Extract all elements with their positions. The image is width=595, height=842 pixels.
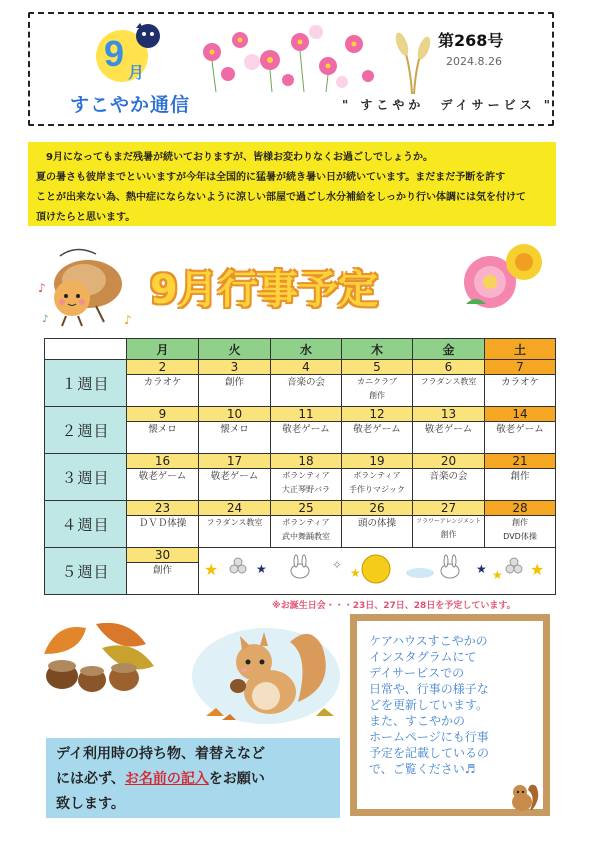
month-badge-icon	[86, 22, 168, 84]
bell-cricket-icon	[36, 246, 140, 330]
event-label: ボランティア	[282, 471, 330, 480]
date-number: 26	[342, 501, 412, 516]
svg-text:♪: ♪	[38, 281, 46, 295]
day-header: 月	[127, 339, 199, 360]
message-line: 頂けたらと思います。	[36, 212, 136, 223]
reminder-highlight: お名前の記入	[124, 771, 209, 787]
instagram-line: デイサービスでの	[369, 666, 465, 680]
date-number: 24	[199, 501, 270, 516]
date-number: 30	[127, 548, 198, 563]
instagram-line: インスタグラムにて	[369, 650, 477, 664]
event-label: 創作	[512, 518, 528, 527]
date-number: 11	[271, 407, 341, 422]
day-cell	[413, 501, 485, 548]
event-label: 大正琴野バラ	[282, 485, 330, 494]
day-cell	[342, 501, 413, 548]
event-label: 音楽の会	[286, 377, 325, 388]
svg-text:★: ★	[256, 561, 267, 576]
table-row	[45, 501, 556, 548]
event-label: 頭の体操	[357, 518, 396, 529]
week-label: ３週目	[45, 454, 127, 501]
event-label: 敬老ゲーム	[282, 424, 330, 435]
instagram-line: で、ご覧ください♬	[369, 762, 476, 776]
day-cell-saturday	[485, 360, 556, 407]
date-number: 14	[485, 407, 555, 422]
day-cell	[127, 407, 199, 454]
service-name: " すこやか デイサービス "	[342, 98, 555, 112]
date-number: 27	[413, 501, 484, 516]
day-header-saturday: 土	[485, 339, 556, 360]
events-title: 9月行事予定	[150, 267, 378, 313]
event-label: 創作	[369, 391, 385, 400]
event-label: フラダンス教室	[420, 377, 477, 386]
day-header: 水	[271, 339, 342, 360]
date-number: 23	[127, 501, 198, 516]
date-number: 9	[127, 407, 198, 422]
day-cell	[127, 454, 199, 501]
day-cell	[413, 454, 485, 501]
issue-date: 2024.8.26	[446, 55, 502, 68]
message-line: 夏の暑さも彼岸までといいますが今年は全国的に猛暑が続き暑い日が続いています。まだまだ予断を許す	[36, 172, 506, 183]
day-cell	[342, 360, 413, 407]
week-label: ５週目	[45, 548, 127, 595]
schedule-table	[44, 338, 556, 595]
pampas-grass-icon	[394, 30, 432, 94]
squirrel-icon	[186, 616, 346, 728]
date-number: 12	[342, 407, 412, 422]
reminder-text: をお願い	[208, 771, 265, 787]
event-label: 敬老ゲーム	[210, 471, 259, 482]
week-label: １週目	[45, 360, 127, 407]
event-label: 創作	[152, 565, 172, 576]
instagram-line: ケアハウスすこやかの	[369, 634, 488, 648]
svg-text:✧: ✧	[332, 557, 343, 572]
event-label: 敬老ゲーム	[496, 424, 544, 435]
instagram-line: また、すこやかの	[369, 714, 466, 728]
day-cell	[342, 454, 413, 501]
date-number: 2	[127, 360, 198, 375]
date-number: 17	[199, 454, 270, 469]
autumn-leaves-chestnuts-icon	[36, 614, 162, 702]
event-label: カラオケ	[143, 377, 182, 388]
table-row	[45, 407, 556, 454]
reminder-text: には必ず、	[56, 771, 125, 787]
peony-flowers-icon	[456, 240, 544, 316]
table-corner	[45, 339, 127, 360]
event-label: ボランティア	[353, 471, 401, 480]
event-label: 敬老ゲーム	[138, 471, 187, 482]
event-label: カラオケ	[501, 377, 539, 388]
week-label: ２週目	[45, 407, 127, 454]
event-label: フラワーアレンジメント	[416, 518, 481, 525]
instagram-line: ホームページにも行事	[369, 730, 489, 744]
day-header: 木	[342, 339, 413, 360]
day-cell	[127, 360, 199, 407]
date-number: 25	[271, 501, 341, 516]
date-number: 18	[271, 454, 341, 469]
date-number: 13	[413, 407, 484, 422]
decoration-strip	[199, 548, 556, 595]
reminder-line	[56, 767, 330, 792]
cosmos-flowers-icon	[192, 22, 382, 94]
event-label: カニクラブ	[357, 377, 397, 386]
day-cell	[127, 548, 199, 595]
event-label: 音楽の会	[429, 471, 468, 482]
instagram-line: 予定を記載しているの	[369, 746, 490, 760]
date-number: 16	[127, 454, 198, 469]
day-cell	[271, 360, 342, 407]
issue-number: 第268号	[438, 31, 504, 50]
date-number: 10	[199, 407, 270, 422]
message-line: 9月になってもまだ残暑が続いておりますが、皆様お変わりなくお過ごしでしょうか。	[36, 152, 433, 163]
day-cell	[342, 407, 413, 454]
message-line: ことが出来ない為、熱中症にならないように涼しい部屋で過ごし水分補給をしっかり行い体調には気を付けて	[36, 192, 526, 203]
event-label: 懐メロ	[148, 424, 177, 435]
svg-text:♪: ♪	[42, 314, 49, 325]
date-number: 19	[342, 454, 412, 469]
instagram-line: どを更新しています。	[369, 698, 489, 712]
month-number: 9	[104, 33, 125, 74]
table-row	[45, 360, 556, 407]
day-header: 火	[199, 339, 271, 360]
date-number: 6	[413, 360, 484, 375]
moon-viewing-decoration-icon	[200, 549, 554, 589]
event-label: 敬老ゲーム	[353, 424, 401, 435]
date-number: 28	[485, 501, 555, 516]
day-cell	[413, 407, 485, 454]
month-kanji: 月	[128, 63, 145, 82]
week-label: ４週目	[45, 501, 127, 548]
event-label: フラダンス教室	[206, 518, 263, 527]
svg-text:★: ★	[350, 565, 361, 580]
svg-text:★: ★	[204, 559, 219, 579]
day-cell-saturday	[485, 501, 556, 548]
day-cell	[127, 501, 199, 548]
event-label: 創作	[510, 471, 530, 482]
event-label: 武中舞踊教室	[282, 532, 330, 541]
reminder-line: 致します。	[56, 796, 125, 812]
date-number: 3	[199, 360, 270, 375]
date-number: 21	[485, 454, 555, 469]
day-cell-saturday	[485, 407, 556, 454]
svg-text:★: ★	[530, 559, 545, 579]
event-label: ＤＶＤ体操	[138, 518, 187, 529]
event-label: 手作りマジック	[349, 485, 405, 494]
day-cell	[271, 454, 342, 501]
day-cell	[199, 454, 271, 501]
day-cell	[199, 407, 271, 454]
day-cell	[271, 501, 342, 548]
day-cell	[199, 501, 271, 548]
day-cell	[271, 407, 342, 454]
svg-text:♪: ♪	[124, 313, 132, 327]
day-cell	[413, 360, 485, 407]
instagram-line: 日常や、行事の様子な	[369, 682, 489, 696]
day-header: 金	[413, 339, 485, 360]
date-number: 7	[485, 360, 555, 375]
date-number: 4	[271, 360, 341, 375]
table-row	[45, 548, 556, 595]
belongings-reminder	[46, 738, 340, 818]
greeting-message	[28, 142, 556, 226]
svg-text:★: ★	[492, 567, 503, 582]
day-cell-saturday	[485, 454, 556, 501]
event-label: 懐メロ	[220, 424, 249, 435]
table-row	[45, 454, 556, 501]
newsletter-title: すこやか通信	[70, 94, 191, 116]
event-label: 敬老ゲーム	[424, 424, 473, 435]
event-label: 創作	[224, 377, 244, 388]
chipmunk-icon	[508, 780, 542, 814]
birthday-note: ※お誕生日会・・・23日、27日、28日を予定しています。	[272, 601, 516, 611]
event-label: DVD体操	[503, 532, 537, 541]
event-label: 創作	[440, 530, 457, 539]
day-cell	[199, 360, 271, 407]
event-label: ボランティア	[282, 518, 330, 527]
reminder-line: デイ利用時の持ち物、着替えなど	[56, 746, 266, 762]
date-number: 20	[413, 454, 484, 469]
date-number: 5	[342, 360, 412, 375]
svg-text:★: ★	[476, 561, 487, 576]
